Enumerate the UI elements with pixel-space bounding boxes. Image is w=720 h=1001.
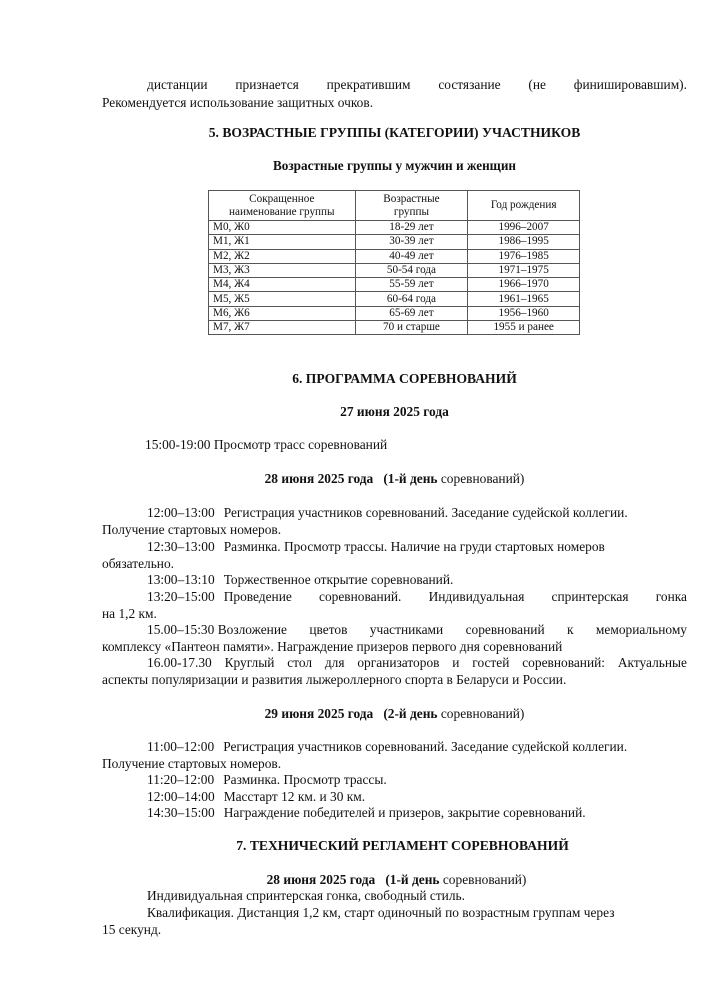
- cell-group: М3, Ж3: [209, 263, 356, 277]
- cell-group: М1, Ж1: [209, 235, 356, 249]
- schedule-time: 12:00–13:00: [147, 505, 215, 520]
- cell-age: 50-54 года: [355, 263, 468, 277]
- schedule-text: Просмотр трасс соревнований: [213, 437, 388, 452]
- header-group-name: Сокращенное наименование группы: [209, 191, 356, 221]
- day1-heading: [102, 471, 687, 488]
- cell-group: М2, Ж2: [209, 249, 356, 263]
- intro-line-2: Рекомендуется использование защитных очков.: [102, 94, 374, 110]
- schedule-time: 12:00–14:00: [147, 789, 215, 804]
- schedule-item: 12:00–13:00 Регистрация участников соревнований. Заседание судейской коллегии. Получение стартовых номеров.: [102, 505, 628, 537]
- cell-birth: 1966–1970: [468, 278, 580, 292]
- schedule-time: 16.00-17.30: [147, 655, 212, 670]
- day1-date: 28 июня 2025 года: [264, 471, 374, 486]
- section7-day-label: (1-й день: [385, 872, 440, 887]
- cell-birth: 1976–1985: [468, 249, 580, 263]
- cell-birth: 1956–1960: [468, 306, 580, 320]
- intro-paragraph: [102, 77, 687, 111]
- schedule-time: 11:20–12:00: [147, 772, 215, 787]
- table-row: [209, 263, 580, 277]
- table-row: [209, 221, 580, 235]
- day1-day-label: (1-й день: [383, 471, 438, 486]
- schedule-time: 13:20–15:00: [147, 589, 215, 604]
- section7-date: 28 июня 2025 года: [266, 872, 376, 887]
- schedule-item: 12:00–14:00 Масстарт 12 км. и 30 км.: [147, 789, 366, 804]
- day2-day-rest: соревнований): [437, 706, 525, 721]
- schedule-time: 13:00–13:10: [147, 572, 215, 587]
- header-age: Возрастные группы: [355, 191, 468, 221]
- cell-group: М6, Ж6: [209, 306, 356, 320]
- age-table-caption: Возрастные группы у мужчин и женщин: [272, 158, 517, 173]
- regulation-line-1: Индивидуальная спринтерская гонка, свободный стиль.: [147, 888, 465, 903]
- schedule-time: 14:30–15:00: [147, 805, 215, 820]
- cell-age: 40-49 лет: [355, 249, 468, 263]
- schedule-item: 11:20–12:00 Разминка. Просмотр трассы.: [147, 772, 387, 787]
- table-row: [209, 249, 580, 263]
- section-6-title: 6. ПРОГРАММА СОРЕВНОВАНИЙ: [292, 371, 517, 386]
- schedule-item: 13:00–13:10 Торжественное открытие соревнований.: [147, 572, 454, 587]
- intro-line-1: дистанции признается прекратившим состязание (не финишировавшим).: [147, 77, 687, 92]
- header-birth-year: Год рождения: [468, 191, 580, 221]
- schedule-item: 15.00–15:30 Возложение цветов участниками соревнований к мемориальному комплексу «Пантеон памяти». Награждение призеров первого дня соревнований: [102, 622, 687, 654]
- schedule-item: [145, 437, 387, 454]
- regulation-paragraph: Квалификация. Дистанция 1,2 км, старт одиночный по возрастным группам через 15 секунд.: [102, 905, 615, 937]
- cell-birth: 1971–1975: [468, 263, 580, 277]
- section-5-title: 5. ВОЗРАСТНЫЕ ГРУППЫ (КАТЕГОРИИ) УЧАСТНИКОВ: [208, 125, 581, 140]
- cell-group: М5, Ж5: [209, 292, 356, 306]
- schedule-time: 15.00–15:30: [147, 622, 215, 637]
- schedule-item: 12:30–13:00 Разминка. Просмотр трассы. Наличие на груди стартовых номеров обязательно.: [102, 539, 605, 571]
- day0-date: 27 июня 2025 года: [340, 404, 449, 419]
- day1-day-rest: соревнований): [437, 471, 525, 486]
- cell-age: 55-59 лет: [355, 278, 468, 292]
- cell-birth: 1986–1995: [468, 235, 580, 249]
- cell-age: 30-39 лет: [355, 235, 468, 249]
- schedule-item: 11:00–12:00 Регистрация участников соревнований. Заседание судейской коллегии. Получение стартовых номеров.: [102, 739, 628, 771]
- section7-day-rest: соревнований): [439, 872, 527, 887]
- cell-birth: 1961–1965: [468, 292, 580, 306]
- schedule-item: 14:30–15:00 Награждение победителей и призеров, закрытие соревнований.: [147, 805, 586, 820]
- day2-heading: [102, 706, 687, 723]
- schedule-time: 11:00–12:00: [147, 739, 215, 754]
- age-groups-table: [208, 190, 580, 335]
- table-row: [209, 306, 580, 320]
- cell-age: 65-69 лет: [355, 306, 468, 320]
- cell-age: 70 и старше: [355, 321, 468, 335]
- table-row: [209, 278, 580, 292]
- cell-group: М7, Ж7: [209, 321, 356, 335]
- cell-birth: 1955 и ранее: [468, 321, 580, 335]
- cell-birth: 1996–2007: [468, 221, 580, 235]
- schedule-item: 16.00-17.30 Круглый стол для организаторов и гостей соревнований: Актуальные аспекты популяризации и развития лыжероллерного спорта в Беларуси и России.: [102, 655, 687, 687]
- section7-day1-heading: [104, 872, 689, 889]
- cell-age: 18-29 лет: [355, 221, 468, 235]
- day2-day-label: (2-й день: [383, 706, 438, 721]
- table-row: [209, 321, 580, 335]
- table-row: [209, 235, 580, 249]
- table-row: [209, 292, 580, 306]
- section-7-title: 7. ТЕХНИЧЕСКИЙ РЕГЛАМЕНТ СОРЕВНОВАНИЙ: [236, 838, 569, 853]
- day2-date: 29 июня 2025 года: [264, 706, 374, 721]
- cell-group: М4, Ж4: [209, 278, 356, 292]
- cell-age: 60-64 года: [355, 292, 468, 306]
- schedule-item: 13:20–15:00 Проведение соревнований. Индивидуальная спринтерская гонка на 1,2 км.: [102, 589, 687, 621]
- cell-group: М0, Ж0: [209, 221, 356, 235]
- table-header-row: [209, 191, 580, 221]
- schedule-time: 15:00-19:00: [145, 437, 211, 452]
- schedule-time: 12:30–13:00: [147, 539, 215, 554]
